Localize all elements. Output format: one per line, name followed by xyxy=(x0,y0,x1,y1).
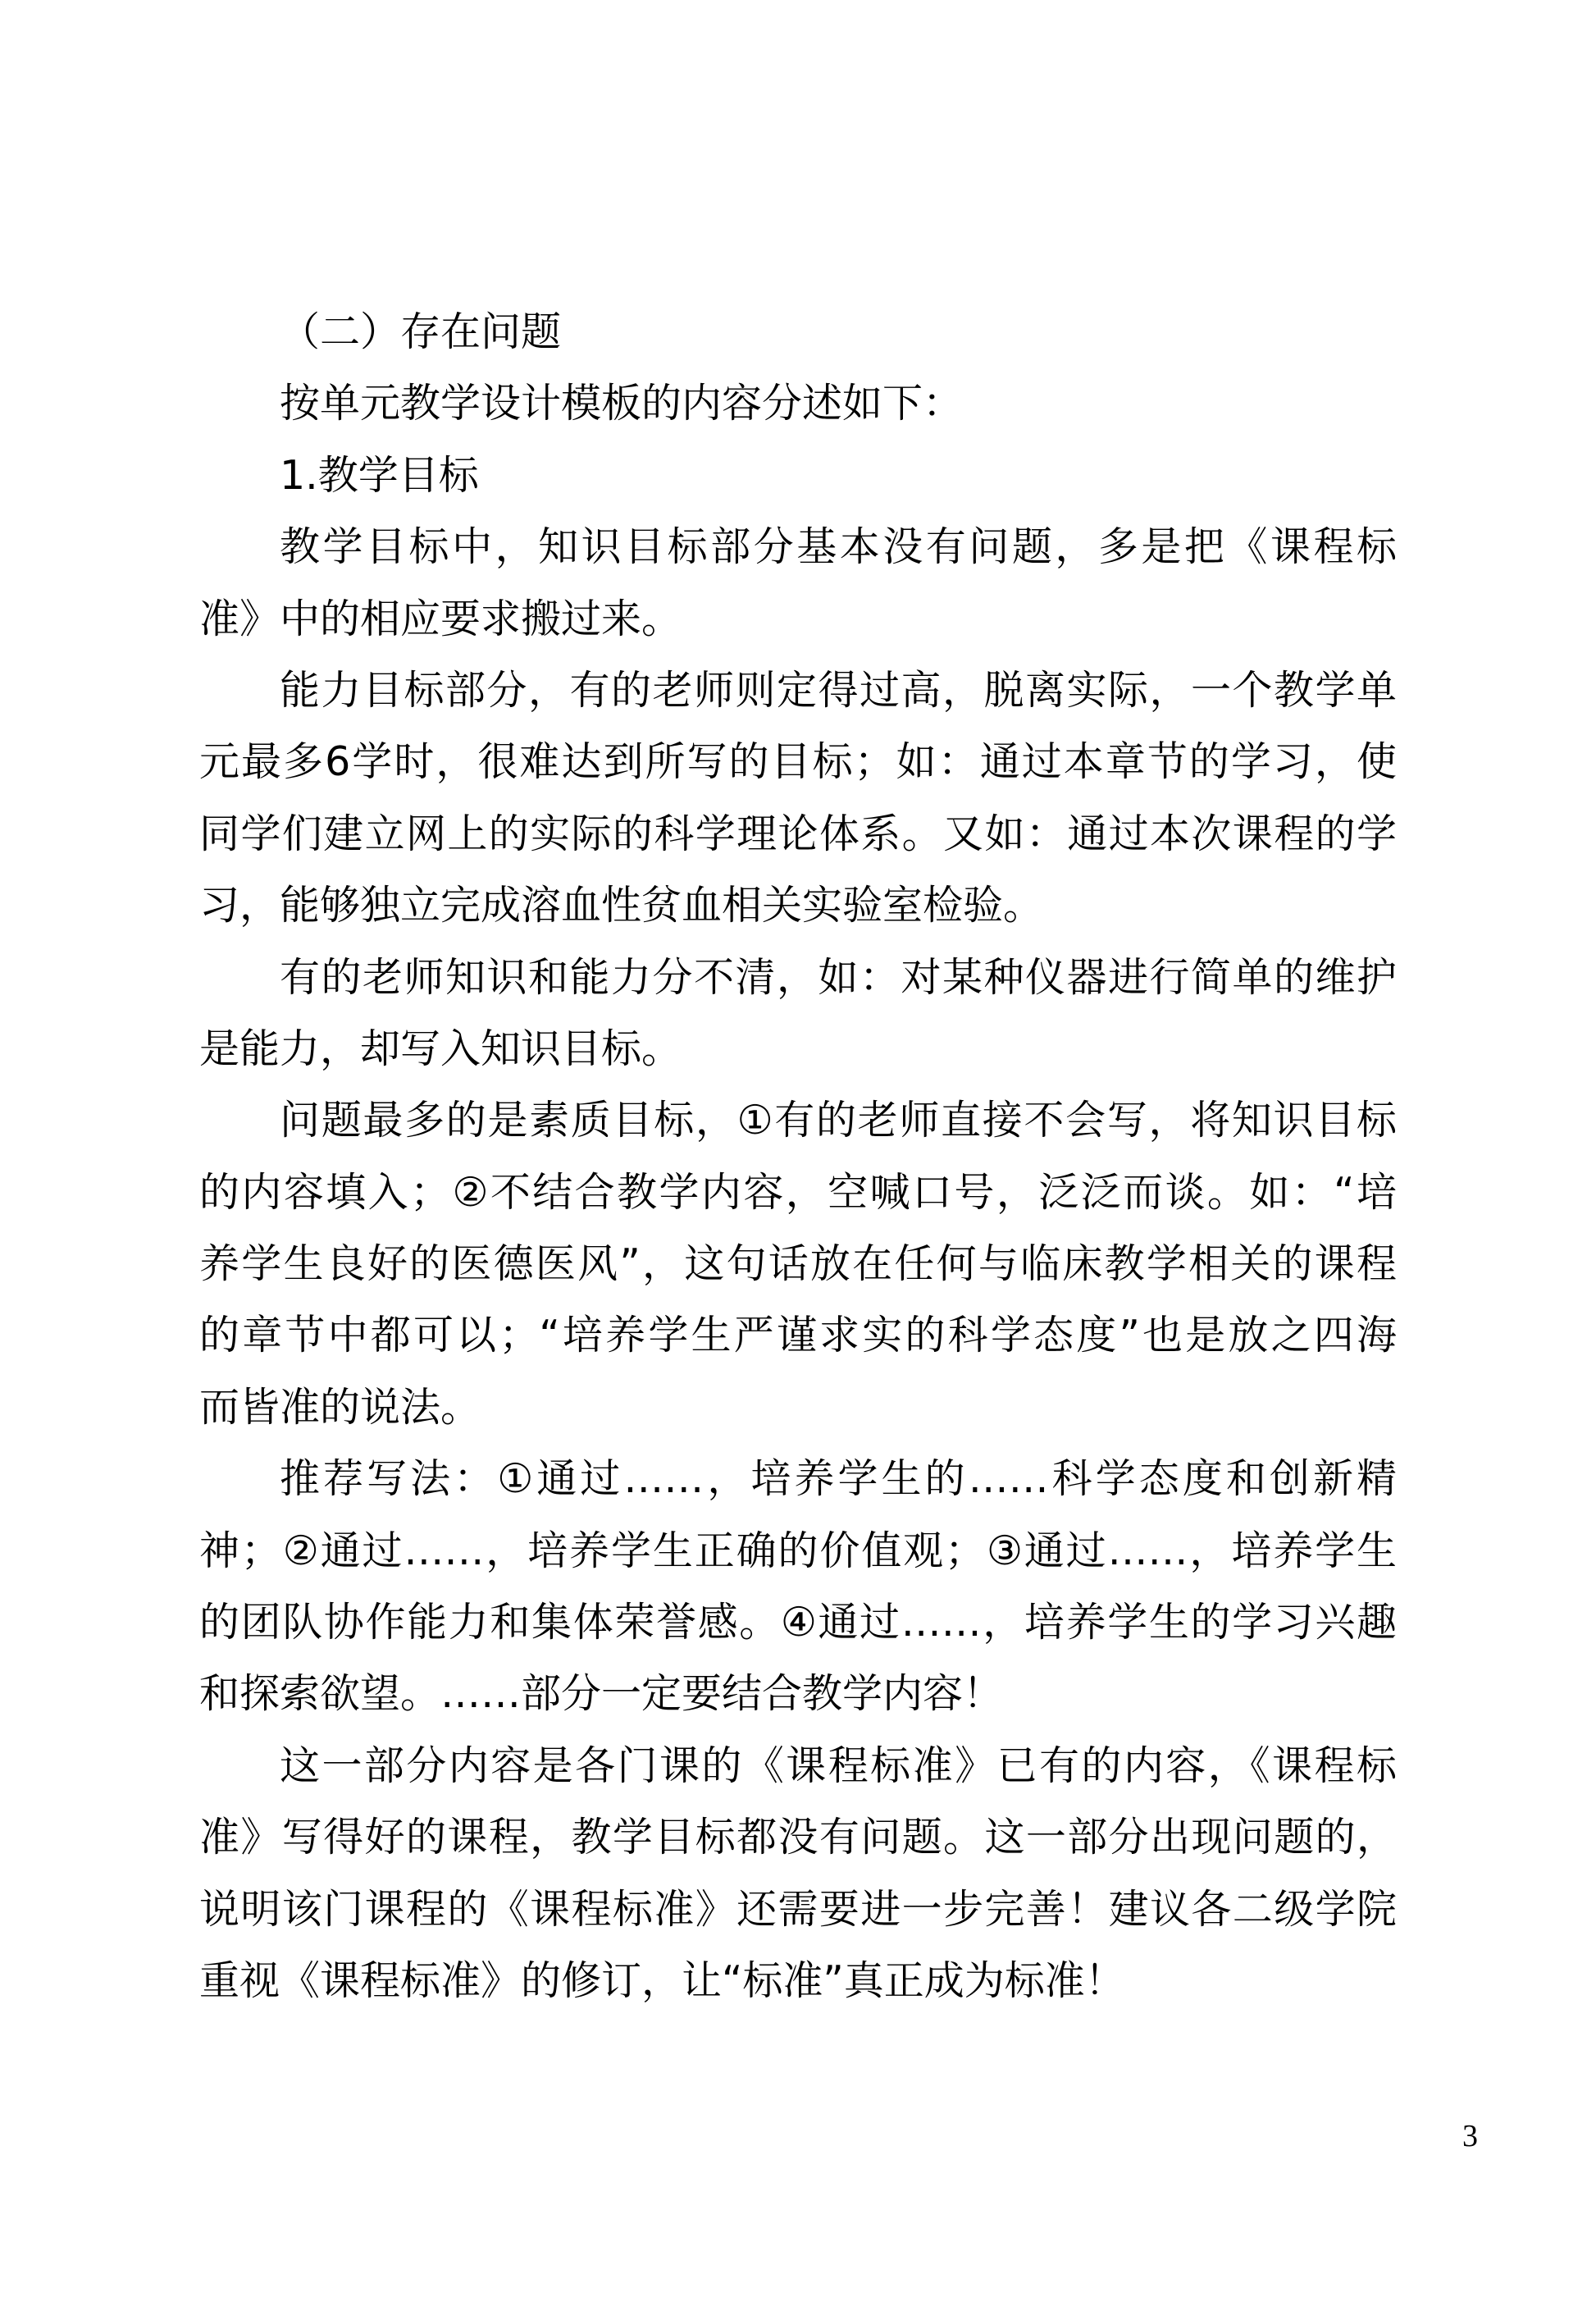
paragraph-line: 能力目标部分，有的老师则定得过高，脱离实际，一个教学单 xyxy=(280,666,1397,714)
paragraph-curriculum-standards xyxy=(199,1730,1397,2017)
paragraph-line: 是能力，却写入知识目标。 xyxy=(199,1025,682,1072)
document-body xyxy=(199,296,1397,2016)
paragraph-recommended-writing xyxy=(199,1443,1397,1730)
paragraph-line: 的团队协作能力和集体荣誉感。④通过……，培养学生的学习兴趣 xyxy=(199,1599,1397,1646)
paragraph-line: 问题最多的是素质目标，①有的老师直接不会写，将知识目标 xyxy=(280,1097,1397,1144)
page-number: 3 xyxy=(1462,2119,1478,2153)
subsection-heading: 1.教学目标 xyxy=(280,451,479,499)
paragraph-quality-goals xyxy=(199,1084,1397,1443)
paragraph-line: 的内容填入；②不结合教学内容，空喊口号，泛泛而谈。如：“培 xyxy=(199,1168,1397,1216)
paragraph-line: 教学目标中，知识目标部分基本没有问题，多是把《课程标 xyxy=(280,523,1397,571)
paragraph-line: 这一部分内容是各门课的《课程标准》已有的内容，《课程标 xyxy=(280,1742,1397,1789)
paragraph-line: 重视《课程标准》的修订，让“标准”真正成为标准！ xyxy=(199,1956,1125,2004)
paragraph-line: 推荐写法：①通过……，培养学生的……科学态度和创新精 xyxy=(280,1455,1397,1503)
paragraph-line: 准》写得好的课程，教学目标都没有问题。这一部分出现问题的， xyxy=(199,1814,1397,1861)
paragraph-line: 养学生良好的医德医风”，这句话放在任何与临床教学相关的课程 xyxy=(199,1240,1397,1288)
paragraph-knowledge-goals xyxy=(199,511,1397,655)
paragraph-line: 准》中的相应要求搬过来。 xyxy=(199,595,682,642)
section-heading: （二）存在问题 xyxy=(280,308,562,355)
paragraph-line: 说明该门课程的《课程标准》还需要进一步完善！建议各二级学院 xyxy=(199,1885,1397,1933)
paragraph-line: 和探索欲望。……部分一定要结合教学内容！ xyxy=(199,1670,1004,1718)
intro-paragraph: 按单元教学设计模板的内容分述如下： xyxy=(280,380,964,427)
paragraph-line: 习，能够独立完成溶血性贫血相关实验室检验。 xyxy=(199,882,1044,929)
paragraph-ability-goals xyxy=(199,655,1397,942)
paragraph-knowledge-vs-ability xyxy=(199,942,1397,1085)
paragraph-line: 的章节中都可以；“培养学生严谨求实的科学态度”也是放之四海 xyxy=(199,1312,1397,1359)
paragraph-line: 有的老师知识和能力分不清，如：对某种仪器进行简单的维护 xyxy=(280,953,1397,1001)
paragraph-line: 元最多6学时，很难达到所写的目标；如：通过本章节的学习，使 xyxy=(199,738,1397,786)
paragraph-line: 同学们建立网上的实际的科学理论体系。又如：通过本次课程的学 xyxy=(199,810,1397,857)
paragraph-line: 神；②通过……，培养学生正确的价值观；③通过……，培养学生 xyxy=(199,1527,1397,1574)
paragraph-line: 而皆准的说法。 xyxy=(199,1383,481,1431)
